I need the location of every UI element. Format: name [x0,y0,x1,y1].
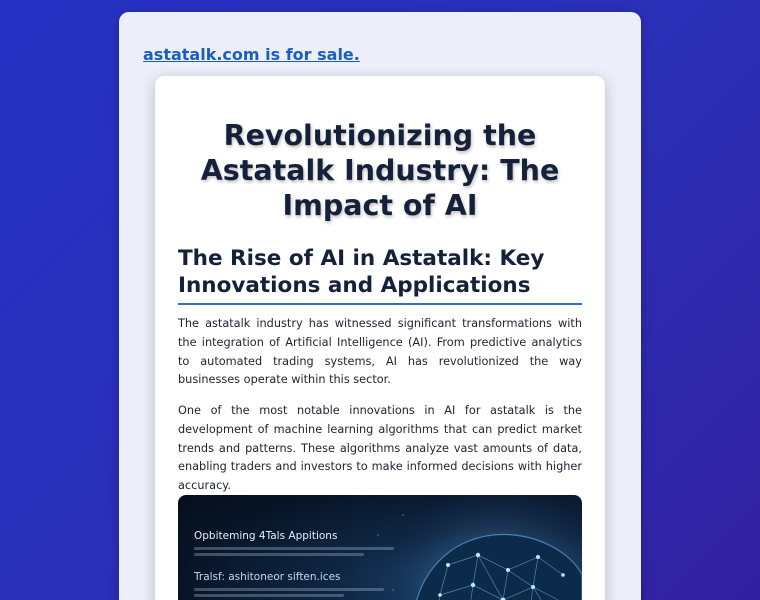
paragraph-1: The astatalk industry has witnessed significant transformations with the integration of Artificial Intelligence (AI). From predictive analytics to automated trading systems, AI has revolutionized the way businesses operate within this sector. [178,317,582,387]
article-title: Revolutionizing the Astatalk Industry: The Impact of AI [200,119,560,222]
image-fineprint-2 [194,553,364,556]
image-fineprint-3 [194,588,384,591]
image-fineprint-4 [194,594,344,597]
ai-head-network-illustration [178,495,582,600]
image-fineprint-1 [194,547,394,550]
section-heading: The Rise of AI in Astatalk: Key Innovations and Applications [178,245,582,305]
paragraph-2: One of the most notable innovations in AI for astatalk is the development of machine learning algorithms that can predict market trends and patterns. These algorithms analyze vast amounts of data, enabling traders and investors to make informed decisions with higher accuracy. [178,404,582,493]
image-caption-line-1: Opbiteming 4Tals Appitions [194,530,338,542]
domain-for-sale-link[interactable]: astatalk.com is for sale. [143,45,360,64]
page-container [119,12,641,600]
article-card [155,76,605,600]
image-caption-line-2: Tralsf: ashitoneor siften.ices [194,571,341,583]
